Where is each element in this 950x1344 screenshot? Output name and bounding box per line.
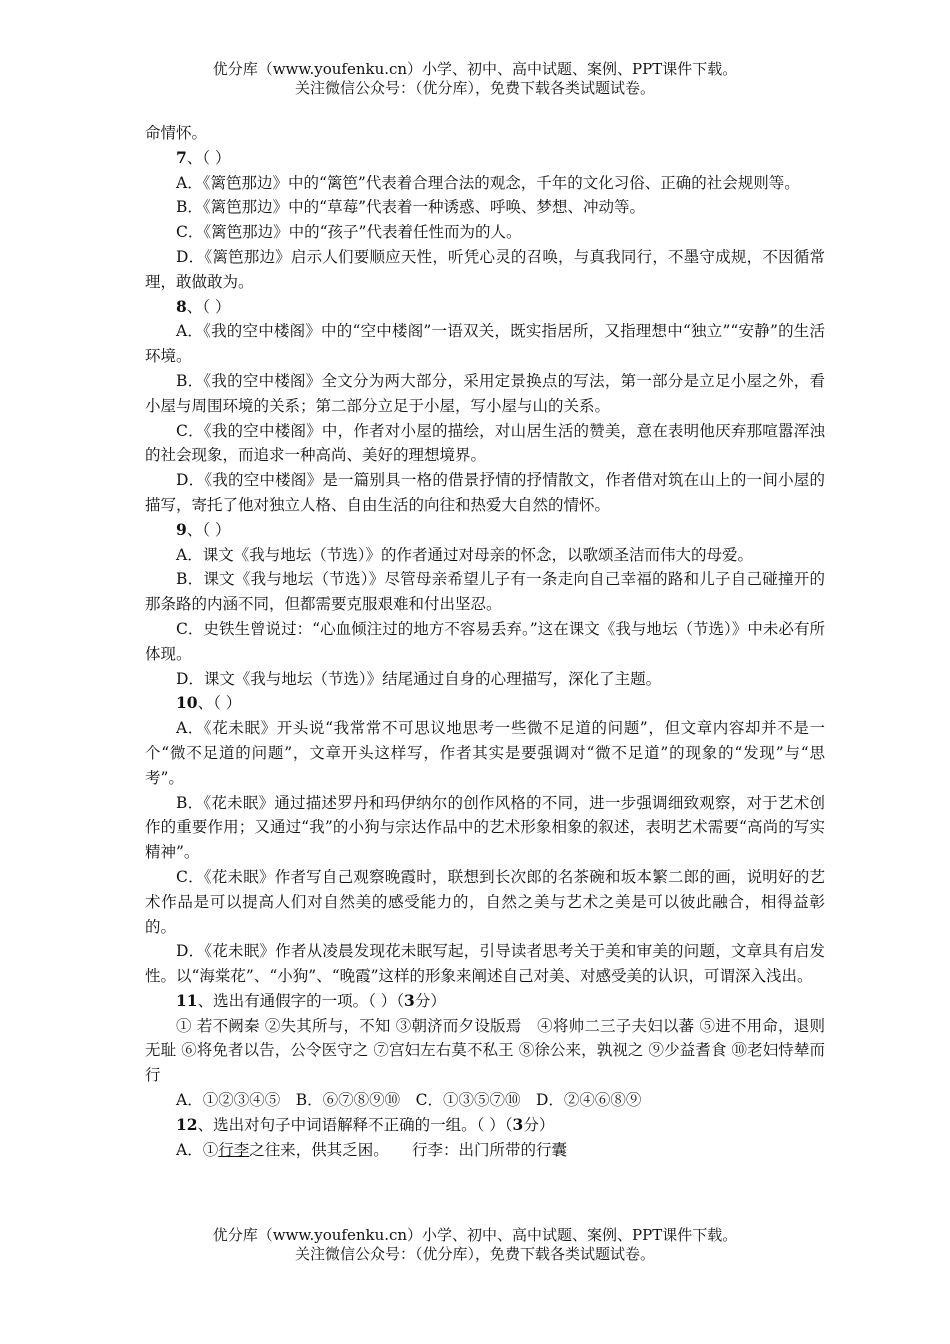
question-score: 3 [404,990,415,1010]
q10-option-c: C．《花未眠》作者写自己观察晚霞时，联想到长次郎的名茶碗和坂本繁二郎的画，说明好的艺术作品是可以提高人们对自然美的感受能力的，自然之美与艺术之美是可以彼此融合，相得益彰的。 [145,867,825,936]
question-score-end: 分） [414,991,446,1010]
q11-items: ① 若不阙秦 ②失其所与，不知 ③朝济而夕设版焉 ④将帅二三子夫妇以蕃 ⑤进不用命，退则无耻 ⑥将免者以告，公令医守之 ⑦宫妇左右莫不私王 ⑧徐公来，孰视之 ⑨少益耆食 ⑩老妇恃辇而行 [145,1016,825,1085]
question-stem: 、（ ） [186,148,231,167]
question-score: 3 [512,1114,524,1134]
q11-choices: A．①②③④⑤ B．⑥⑦⑧⑨⑩ C．①③⑤⑦⑩ D．②④⑥⑧⑨ [176,1091,642,1110]
question-11 [145,989,825,1014]
document-body [145,121,825,1162]
q9-option-d: D．课文《我与地坛（节选）》结尾通过自身的心理描写，深化了主题。 [176,669,662,688]
question-9 [145,518,825,543]
question-number: 8 [176,296,187,316]
q9-option-a: A．课文《我与地坛（节选）》的作者通过对母亲的怀念，以歌颂圣洁而伟大的母爱。 [176,545,753,564]
underlined-word: 行李 [218,1140,250,1159]
q10-option-b: B．《花未眠》通过描述罗丹和玛伊纳尔的创作风格的不同，进一步强调细致观察，对于艺术创作的重要作用；又通过“我”的小狗与宗达作品中的艺术形象相象的叙述，表明艺术需要“高尚的写实精神”。 [145,793,825,862]
q9-option-c: C．史铁生曾说过：“心血倾注过的地方不容易丢弃。”这在课文《我与地坛（节选）》中未必有所体现。 [145,619,825,663]
footer-line-2: 关注微信公众号：（优分库），免费下载各类试题试卷。 [294,1245,655,1263]
header-line-1: 优分库（www.youfenku.cn）小学、初中、高中试题、案例、PPT课件下载。 [212,60,738,78]
q8-option-d: D．《我的空中楼阁》是一篇别具一格的借景抒情的抒情散文，作者借对筑在山上的一间小屋的描写，寄托了他对独立人格、自由生活的向往和热爱大自然的情怀。 [145,471,825,514]
question-number: 7 [176,147,187,167]
q7-option-b: B．《篱笆那边》中的“草莓”代表着一种诱惑、呼唤、梦想、冲动等。 [176,198,645,217]
q7-option-d: D．《篱笆那边》启示人们要顺应天性，听凭心灵的召唤，与真我同行，不墨守成规，不因循常理，敢做敢为。 [145,247,825,291]
footer-line-1: 优分库（www.youfenku.cn）小学、初中、高中试题、案例、PPT课件下载。 [212,1226,738,1244]
q7-option-c: C．《篱笆那边》中的“孩子”代表着任性而为的人。 [176,223,522,242]
carry-over-text: 命情怀。 [145,124,208,142]
q9-option-b: B．课文《我与地坛（节选）》尽管母亲希望儿子有一条走向自己幸福的路和儿子自己碰撞开的那条路的内涵不同，但都需要克服艰难和付出坚忍。 [145,570,825,614]
page-header [0,60,950,98]
q12-option-a [145,1138,825,1163]
q7-option-a: A．《篱笆那边》中的“篱笆”代表着合理合法的观念，千年的文化习俗、正确的社会规则等。 [176,173,800,192]
option-prefix: A．① [176,1140,219,1159]
question-stem: 、选出对句子中词语解释不正确的一组。（ ）（ [197,1115,513,1134]
question-stem: 、选出有通假字的一项。（ ）（ [197,991,405,1010]
q8-option-c: C．《我的空中楼阁》中，作者对小屋的描绘，对山居生活的赞美，意在表明他厌弃那喧嚣浑浊的社会现象，而追求一种高尚、美好的理想境界。 [145,421,825,465]
question-8 [145,295,825,320]
question-stem: 、（ ） [186,297,231,316]
question-number: 10 [176,693,198,713]
header-line-2: 关注微信公众号：（优分库），免费下载各类试题试卷。 [294,79,655,97]
question-stem: 、（ ） [186,520,231,539]
question-score-end: 分） [523,1115,555,1134]
q8-option-a: A．《我的空中楼阁》中的“空中楼阁”一语双关，既实指居所，又指理想中“独立”“安静”的生活环境。 [145,322,825,366]
page-footer [0,1226,950,1264]
q8-option-b: B．《我的空中楼阁》全文分为两大部分，采用定景换点的写法，第一部分是立足小屋之外，看小屋与周围环境的关系；第二部分立足于小屋，写小屋与山的关系。 [145,371,825,415]
option-rest: 之往来，供其乏困。 行李：出门所带的行囊 [249,1140,567,1159]
question-7 [145,146,825,171]
question-number: 11 [176,990,198,1010]
question-number: 12 [176,1114,198,1134]
q10-option-d: D．《花未眠》作者从凌晨发现花未眠写起，引导读者思考关于美和审美的问题，文章具有启发性。以“海棠花”、“小狗”、“晚霞”这样的形象来阐述自己对美、对感受美的认识，可谓深入浅出。 [145,942,825,986]
question-stem: 、（ ） [197,694,242,713]
question-number: 9 [176,519,187,539]
q10-option-a: A．《花未眠》开头说“我常常不可思议地思考一些微不足道的问题”，但文章内容却并不是一个“微不足道的问题”，文章开头这样写，作者其实是要强调对“微不足道”的现象的“发现”与“思考”。 [145,719,825,787]
question-10 [145,691,825,716]
question-12 [145,1113,825,1138]
